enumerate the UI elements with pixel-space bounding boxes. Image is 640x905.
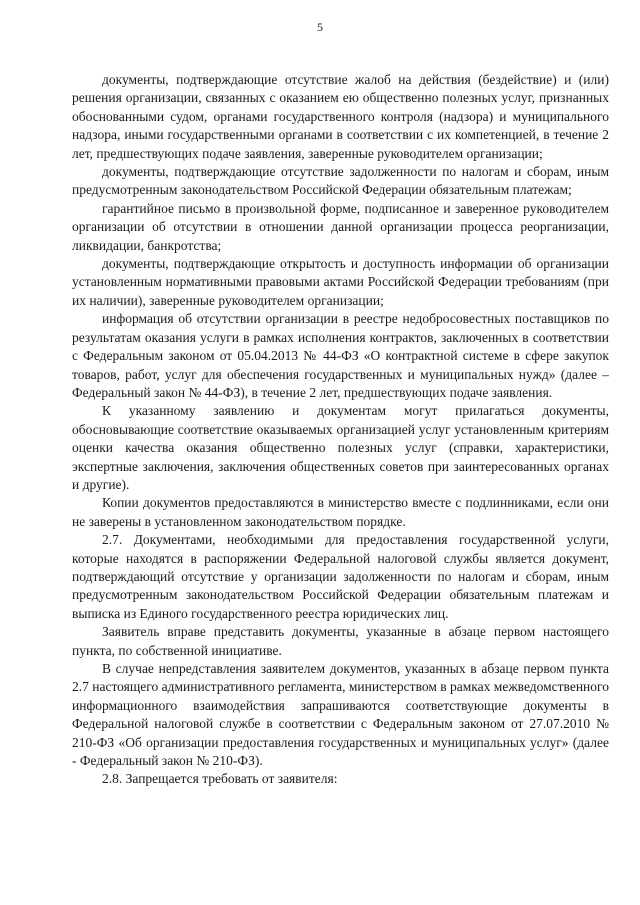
- paragraph-no-tax-debt-docs: документы, подтверждающие отсутствие задолженности по налогам и сборам, иным предусмотренным законодательством Российской Федерации обязательным платежам;: [72, 164, 609, 198]
- paragraph-no-complaints-docs: документы, подтверждающие отсутствие жалоб на действия (бездействие) и (или) решения организации, связанных с оказанием ею общественно полезных услуг, признанных обоснованными судом, органами государственного контроля (надзора) и муниципального надзора, иными государственными органами в соответствии с их компетенцией, в течение 2 лет, предшествующих подаче заявления, заверенные руководителем организации;: [72, 72, 609, 161]
- paragraph-unfair-suppliers-register: информация об отсутствии организации в реестре недобросовестных поставщиков по результатам оказания услуги в рамках исполнения контрактов, заключенных в соответствии с Федеральным законом от 05.04.2013 № 44-ФЗ «О контрактной системе в сфере закупок товаров, работ, услуг для обеспечения государственных и муниципальных нужд» (далее – Федеральный закон № 44-ФЗ), в течение 2 лет, предшествующих подаче заявления.: [72, 311, 609, 400]
- paragraph-section-2-7: 2.7. Документами, необходимыми для предоставления государственной услуги, которые находятся в распоряжении Федеральной налоговой службы является документ, подтверждающий отсутствие у организации задолженности по налогам и сборам, иным предусмотренным законодательством Российской Федерации обязательным платежам и выписка из Единого государственного реестра юридических лиц.: [72, 532, 609, 621]
- paragraph-document-copies: Копии документов предоставляются в министерство вместе с подлинниками, если они не заверены в установленном законодательством порядке.: [72, 495, 609, 529]
- paragraph-own-initiative: Заявитель вправе представить документы, указанные в абзаце первом настоящего пункта, по собственной инициативе.: [72, 624, 609, 658]
- paragraph-section-2-8: 2.8. Запрещается требовать от заявителя:: [102, 771, 338, 787]
- paragraph-guarantee-letter: гарантийное письмо в произвольной форме, подписанное и заверенное руководителем организации об отсутствии в отношении данной организации процесса реорганизации, ликвидации, банкротства;: [72, 200, 609, 253]
- paragraph-supporting-documents: К указанному заявлению и документам могут прилагаться документы, обосновывающие соответствие оказываемых организацией услуг установленным критериям оценки качества оказания общественно полезных услуг (справки, характеристики, экспертные заключения, заключения общественных советов при заинтересованных органах и другие).: [72, 403, 609, 492]
- paragraph-interagency-request: В случае непредставления заявителем документов, указанных в абзаце первом пункта 2.7 настоящего административного регламента, министерством в рамках межведомственного информационного взаимодействия запрашиваются соответствующие документы в Федеральной налоговой службе в соответствии с Федеральным законом от 27.07.2010 № 210-ФЗ «Об организации предоставления государственных и муниципальных услуг» (далее - Федеральный закон № 210-ФЗ).: [72, 661, 609, 769]
- paragraph-information-openness: документы, подтверждающие открытость и доступность информации об организации установленным нормативными правовыми актами Российской Федерации требованиям (при их наличии), заверенные руководителем организации;: [72, 256, 609, 308]
- document-body: [72, 71, 609, 789]
- page-number: 5: [317, 20, 323, 34]
